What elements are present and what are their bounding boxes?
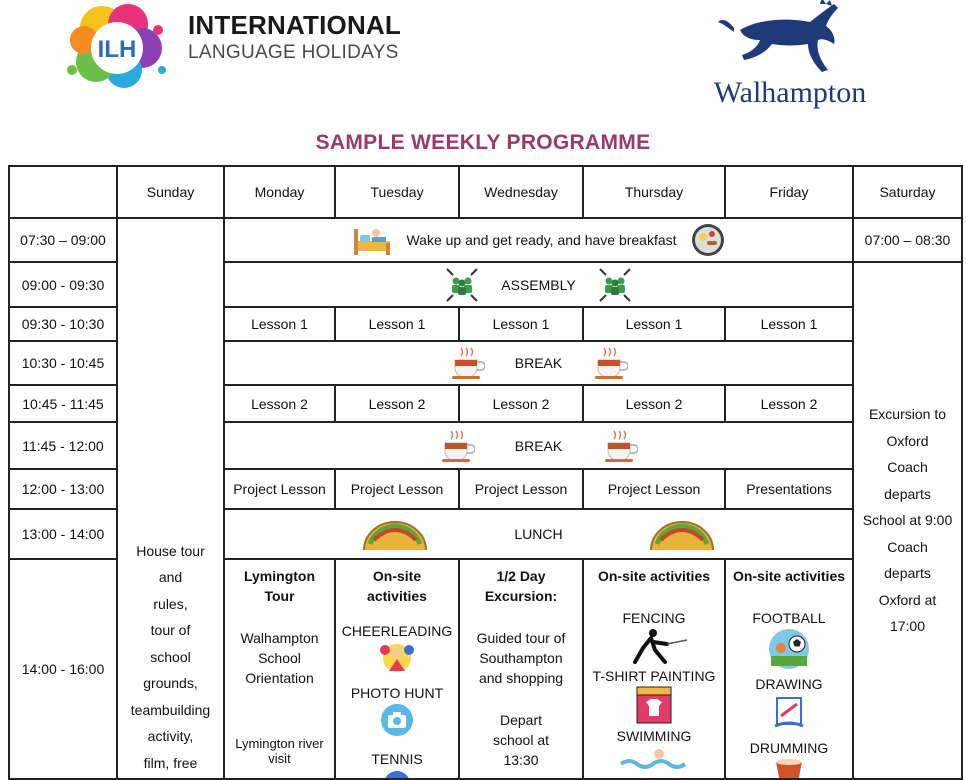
drawing-icon [771,694,807,730]
lesson-cell: Lesson 1 [224,307,335,341]
cheerleader-icon [380,641,414,673]
wednesday-afternoon-cell: 1/2 Day Excursion: Guided tour of Southampton and shopping Depart school at 13:30 [459,559,583,779]
time-cell: 09:00 - 09:30 [9,262,117,307]
project-cell: Project Lesson [583,469,725,509]
lesson-cell: Lesson 1 [583,307,725,341]
day-header: Friday [725,166,853,218]
coffee-cup-icon [592,346,628,380]
breakfast-plate-icon [691,223,725,257]
coffee-cup-icon [439,429,475,463]
lunch-text: LUNCH [514,526,563,542]
sunday-cell: House tour and rules, tour of school grounds, teambuilding activity, film, free [117,218,224,779]
fencer-icon [619,628,689,666]
school-name: Walhampton [713,76,867,109]
time-cell: 07:30 – 09:00 [9,218,117,262]
day-header: Wednesday [459,166,583,218]
time-cell: 10:30 - 10:45 [9,341,117,385]
ilh-logo [62,0,402,92]
lesson-cell: Lesson 1 [725,307,853,341]
coffee-cup-icon [602,429,638,463]
assembly-cell [224,262,853,307]
saturday-excursion-cell: Excursion to Oxford Coach departs School at 9:00 Coach departs Oxford at 17:00 [853,262,962,779]
tuesday-afternoon-cell: On-site activities CHEERLEADING PHOTO HUNT TENNIS [335,559,459,779]
corner-cell [9,166,117,218]
break-text: BREAK [514,437,563,454]
football-icon [767,628,811,670]
lesson-cell: Lesson 2 [224,385,335,422]
paint-splash-icon [62,0,178,92]
time-cell: 14:00 - 16:00 [9,559,117,779]
project-cell: Project Lesson [224,469,335,509]
break-text: BREAK [514,355,563,371]
time-cell: 09:30 - 10:30 [9,307,117,341]
drum-icon [772,758,806,779]
time-cell: 10:45 - 11:45 [9,385,117,422]
lesson-cell: Lesson 2 [725,385,853,422]
day-header: Sunday [117,166,224,218]
saturday-breakfast-time: 07:00 – 08:30 [853,218,962,262]
lesson-cell: Lesson 1 [459,307,583,341]
lunch-cell [224,509,853,559]
breakfast-cell [224,218,853,262]
day-header: Tuesday [335,166,459,218]
time-cell: 11:45 - 12:00 [9,422,117,469]
assembly-people-icon [598,267,632,303]
lesson-cell: Lesson 2 [335,385,459,422]
break-cell [224,341,853,385]
day-header: Saturday [853,166,962,218]
table-header-row [9,166,962,218]
presentations-cell: Presentations [725,469,853,509]
friday-afternoon-cell: On-site activities FOOTBALL DRAWING DRUMMING [725,559,853,779]
walhampton-logo [700,0,880,112]
assembly-text: ASSEMBLY [501,276,576,293]
assembly-people-icon [445,267,479,303]
taco-icon [649,514,715,554]
tennis-ball-icon [382,769,412,779]
lesson-cell: Lesson 2 [459,385,583,422]
monday-afternoon-cell: Lymington Tour Walhampton School Orientation Lymington river visit [224,559,335,779]
break-cell [224,422,853,469]
tshirt-icon [636,686,672,724]
ilh-name-line1: INTERNATIONAL [188,10,401,40]
page-title: SAMPLE WEEKLY PROGRAMME [315,131,651,154]
time-cell: 13:00 - 14:00 [9,509,117,559]
table-row [9,218,962,262]
camera-icon [380,703,414,737]
day-header: Thursday [583,166,725,218]
ilh-name-line2: LANGUAGE HOLIDAYS [188,42,399,63]
breakfast-text: Wake up and get ready, and have breakfast [406,232,677,248]
lesson-cell: Lesson 1 [335,307,459,341]
project-cell: Project Lesson [459,469,583,509]
time-cell: 12:00 - 13:00 [9,469,117,509]
taco-icon [362,514,428,554]
leaping-deer-icon [700,0,880,76]
lesson-cell: Lesson 2 [583,385,725,422]
swimmer-icon [619,746,689,770]
bed-icon [352,223,392,257]
project-cell: Project Lesson [335,469,459,509]
ilh-initials: ILH [97,36,137,63]
coffee-cup-icon [449,346,485,380]
day-header: Monday [224,166,335,218]
thursday-afternoon-cell: On-site activities FENCING T-SHIRT PAINTING SWIMMING [583,559,725,779]
weekly-programme-table [8,165,963,780]
